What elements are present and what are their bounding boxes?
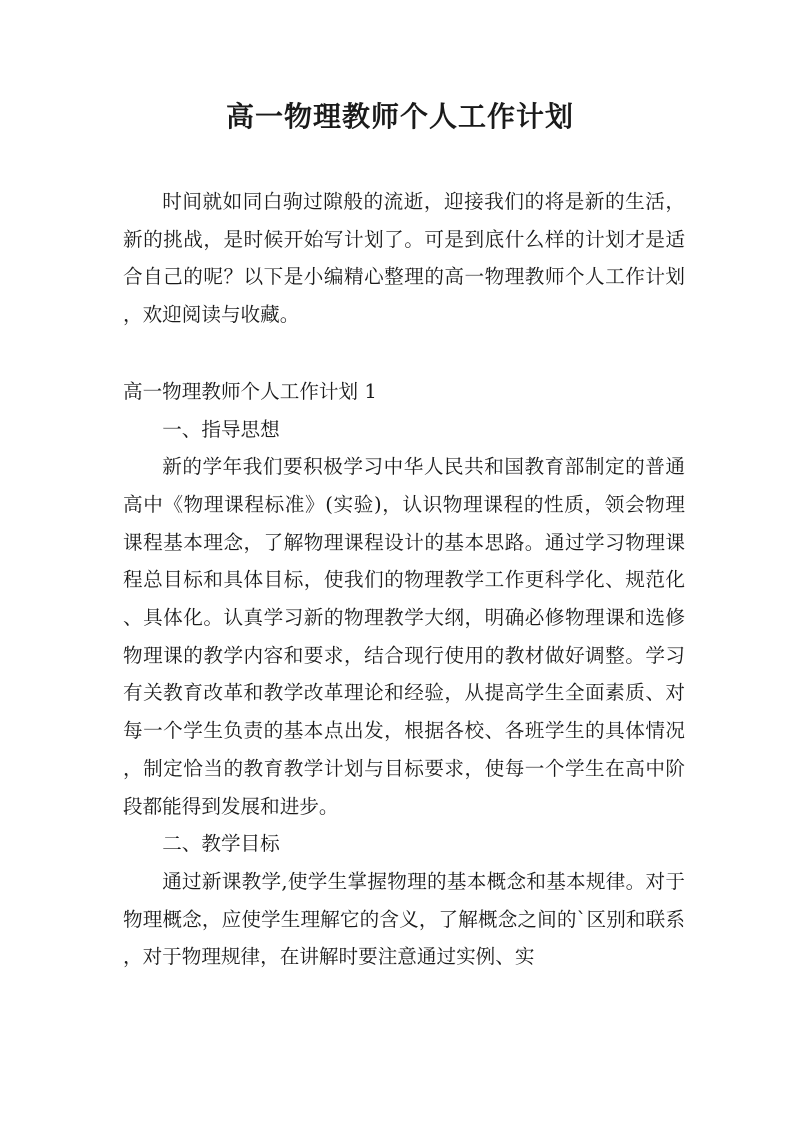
- heading-guiding-ideology: 一、指导思想: [162, 417, 280, 441]
- document-body: [123, 183, 685, 976]
- section-title: 高一物理教师个人工作计划 1: [123, 379, 377, 403]
- teaching-goals-paragraph: 通过新课教学,使学生掌握物理的基本概念和基本规律。对于物理概念，应使学生理解它的含义，了解概念之间的`区别和联系，对于物理规律，在讲解时要注意通过实例、实: [123, 869, 685, 969]
- intro-paragraph: 时间就如同白驹过隙般的流逝，迎接我们的将是新的生活，新的挑战，是时候开始写计划了。可是到底什么样的计划才是适合自己的呢？以下是小编精心整理的高一物理教师个人工作计划，欢迎阅读与收藏。: [123, 190, 685, 327]
- paragraph-gap: [123, 334, 685, 373]
- document-title: 高一物理教师个人工作计划: [225, 100, 574, 133]
- heading-teaching-goals: 二、教学目标: [162, 832, 280, 856]
- guiding-ideology-paragraph: 新的学年我们要积极学习中华人民共和国教育部制定的普通高中《物理课程标准》(实验)，认识物理课程的性质，领会物理课程基本理念，了解物理课程设计的基本思路。通过学习物理课程总目标和具体目标，使我们的物理教学工作更科学化、规范化、具体化。认真学习新的物理教学大纲，明确必修物理课和选修物理课的教学内容和要求，结合现行使用的教材做好调整。学习有关教育改革和教学改革理论和经验，从提高学生全面素质、对每一个学生负责的基本点出发，根据各校、各班学生的具体情况，制定恰当的教育教学计划与目标要求，使每一个学生在高中阶段都能得到发展和进步。: [123, 455, 685, 818]
